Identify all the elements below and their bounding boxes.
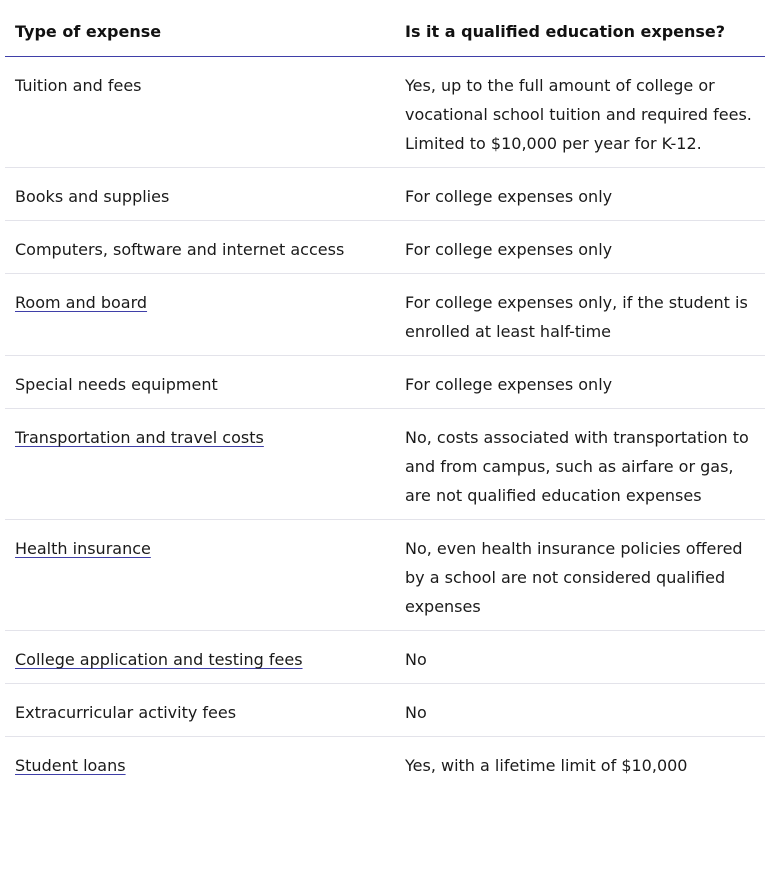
expense-cell xyxy=(5,274,395,356)
expense-cell: Extracurricular activity fees xyxy=(5,684,395,737)
table-row xyxy=(5,57,765,168)
room-and-board-link[interactable]: Room and board xyxy=(15,293,148,312)
answer-cell: No, costs associated with transportation to and from campus, such as airfare or gas, are not qualified education expenses xyxy=(395,409,765,520)
header-qualified: Is it a qualified education expense? xyxy=(395,0,765,57)
expense-cell xyxy=(5,520,395,631)
health-insurance-link[interactable]: Health insurance xyxy=(15,539,151,558)
table-row xyxy=(5,409,765,520)
answer-cell: For college expenses only, if the student is enrolled at least half-time xyxy=(395,274,765,356)
qualified-expense-table xyxy=(5,0,765,789)
expense-cell: Books and supplies xyxy=(5,168,395,221)
transportation-link[interactable]: Transportation and travel costs xyxy=(15,428,264,447)
table-row xyxy=(5,356,765,409)
answer-cell: No xyxy=(395,631,765,684)
table-row xyxy=(5,684,765,737)
answer-cell: Yes, with a lifetime limit of $10,000 xyxy=(405,756,688,775)
table-row xyxy=(5,274,765,356)
answer-cell: Yes, up to the full amount of college or vocational school tuition and required fees. Limited to $10,000 per year for K-12. xyxy=(395,57,765,168)
table-header xyxy=(5,0,765,57)
college-application-link[interactable]: College application and testing fees xyxy=(15,650,303,669)
answer-cell: No xyxy=(395,684,765,737)
expense-cell xyxy=(5,737,395,790)
header-expense-type: Type of expense xyxy=(5,0,395,57)
expense-cell: Computers, software and internet access xyxy=(5,221,395,274)
table-body xyxy=(5,57,765,790)
answer-cell: For college expenses only xyxy=(395,356,765,409)
table-row xyxy=(5,631,765,684)
student-loans-link[interactable]: Student loans xyxy=(15,756,126,775)
expense-cell: Tuition and fees xyxy=(5,57,395,168)
table-row xyxy=(5,737,765,790)
answer-cell: No, even health insurance policies offered by a school are not considered qualified expenses xyxy=(395,520,765,631)
table-row xyxy=(5,221,765,274)
table-row xyxy=(5,168,765,221)
expense-cell: Special needs equipment xyxy=(5,356,395,409)
expense-cell xyxy=(5,409,395,520)
answer-cell: For college expenses only xyxy=(395,168,765,221)
table-row xyxy=(5,520,765,631)
answer-cell: For college expenses only xyxy=(395,221,765,274)
expense-cell xyxy=(5,631,395,684)
expense-table-container xyxy=(5,0,765,789)
header-row xyxy=(5,0,765,57)
